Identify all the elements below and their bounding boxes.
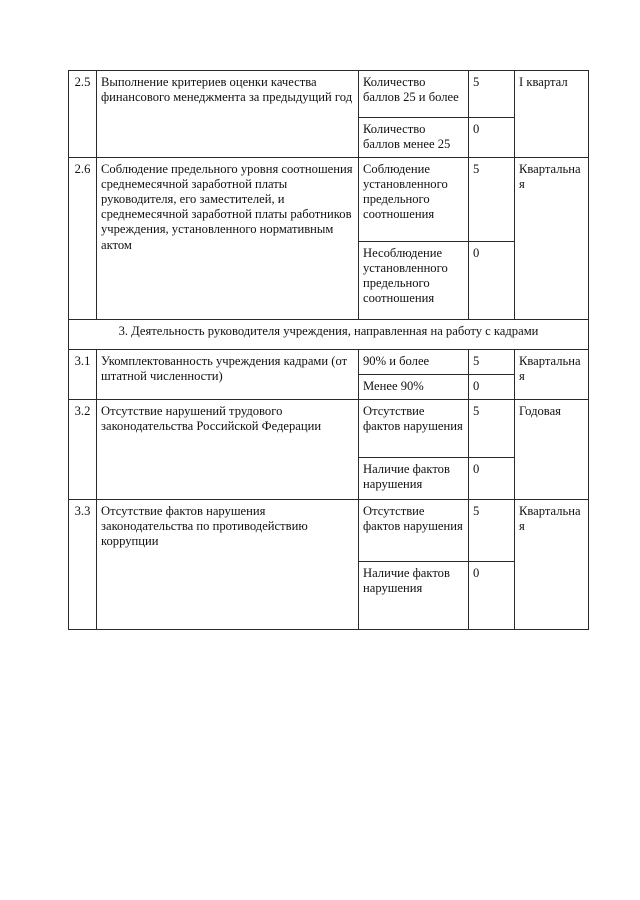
row-number: 3.3	[69, 500, 97, 630]
row-number: 2.6	[69, 158, 97, 320]
condition-text: Наличие фактов нарушения	[359, 562, 469, 630]
score-value: 0	[469, 242, 515, 320]
criterion-text: Соблюдение предельного уровня соотношения среднемесячной заработной платы руководителя, его заместителей, и среднемесячной заработной платы работников учреждения, установленного нормативным актом	[97, 158, 359, 320]
period-value: Годовая	[515, 400, 589, 500]
table-row	[69, 71, 589, 118]
condition-text: Количество баллов менее 25	[359, 118, 469, 158]
section-heading: 3. Деятельность руководителя учреждения, направленная на работу с кадрами	[69, 320, 589, 350]
score-value: 5	[469, 400, 515, 458]
criteria-table	[68, 70, 589, 630]
condition-text: Менее 90%	[359, 375, 469, 400]
criterion-text: Отсутствие нарушений трудового законодательства Российской Федерации	[97, 400, 359, 500]
condition-text: Количество баллов 25 и более	[359, 71, 469, 118]
score-value: 0	[469, 458, 515, 500]
document-page	[68, 70, 588, 630]
period-value: Квартальная	[515, 158, 589, 320]
table-row	[69, 400, 589, 458]
score-value: 5	[469, 350, 515, 375]
row-number: 3.1	[69, 350, 97, 400]
condition-text: Отсутствие фактов нарушения	[359, 500, 469, 562]
condition-text: Несоблюдение установленного предельного соотношения	[359, 242, 469, 320]
period-value: I квартал	[515, 71, 589, 158]
score-value: 5	[469, 158, 515, 242]
score-value: 0	[469, 375, 515, 400]
criterion-text: Отсутствие фактов нарушения законодательства по противодействию коррупции	[97, 500, 359, 630]
score-value: 0	[469, 118, 515, 158]
table-row	[69, 500, 589, 562]
table-row	[69, 350, 589, 375]
score-value: 5	[469, 71, 515, 118]
row-number: 3.2	[69, 400, 97, 500]
row-number: 2.5	[69, 71, 97, 158]
criterion-text: Выполнение критериев оценки качества финансового менеджмента за предыдущий год	[97, 71, 359, 158]
table-row	[69, 158, 589, 242]
condition-text: Соблюдение установленного предельного соотношения	[359, 158, 469, 242]
condition-text: 90% и более	[359, 350, 469, 375]
criterion-text: Укомплектованность учреждения кадрами (от штатной численности)	[97, 350, 359, 400]
period-value: Квартальная	[515, 350, 589, 400]
section-heading-row	[69, 320, 589, 350]
score-value: 5	[469, 500, 515, 562]
condition-text: Отсутствие фактов нарушения	[359, 400, 469, 458]
period-value: Квартальная	[515, 500, 589, 630]
condition-text: Наличие фактов нарушения	[359, 458, 469, 500]
score-value: 0	[469, 562, 515, 630]
